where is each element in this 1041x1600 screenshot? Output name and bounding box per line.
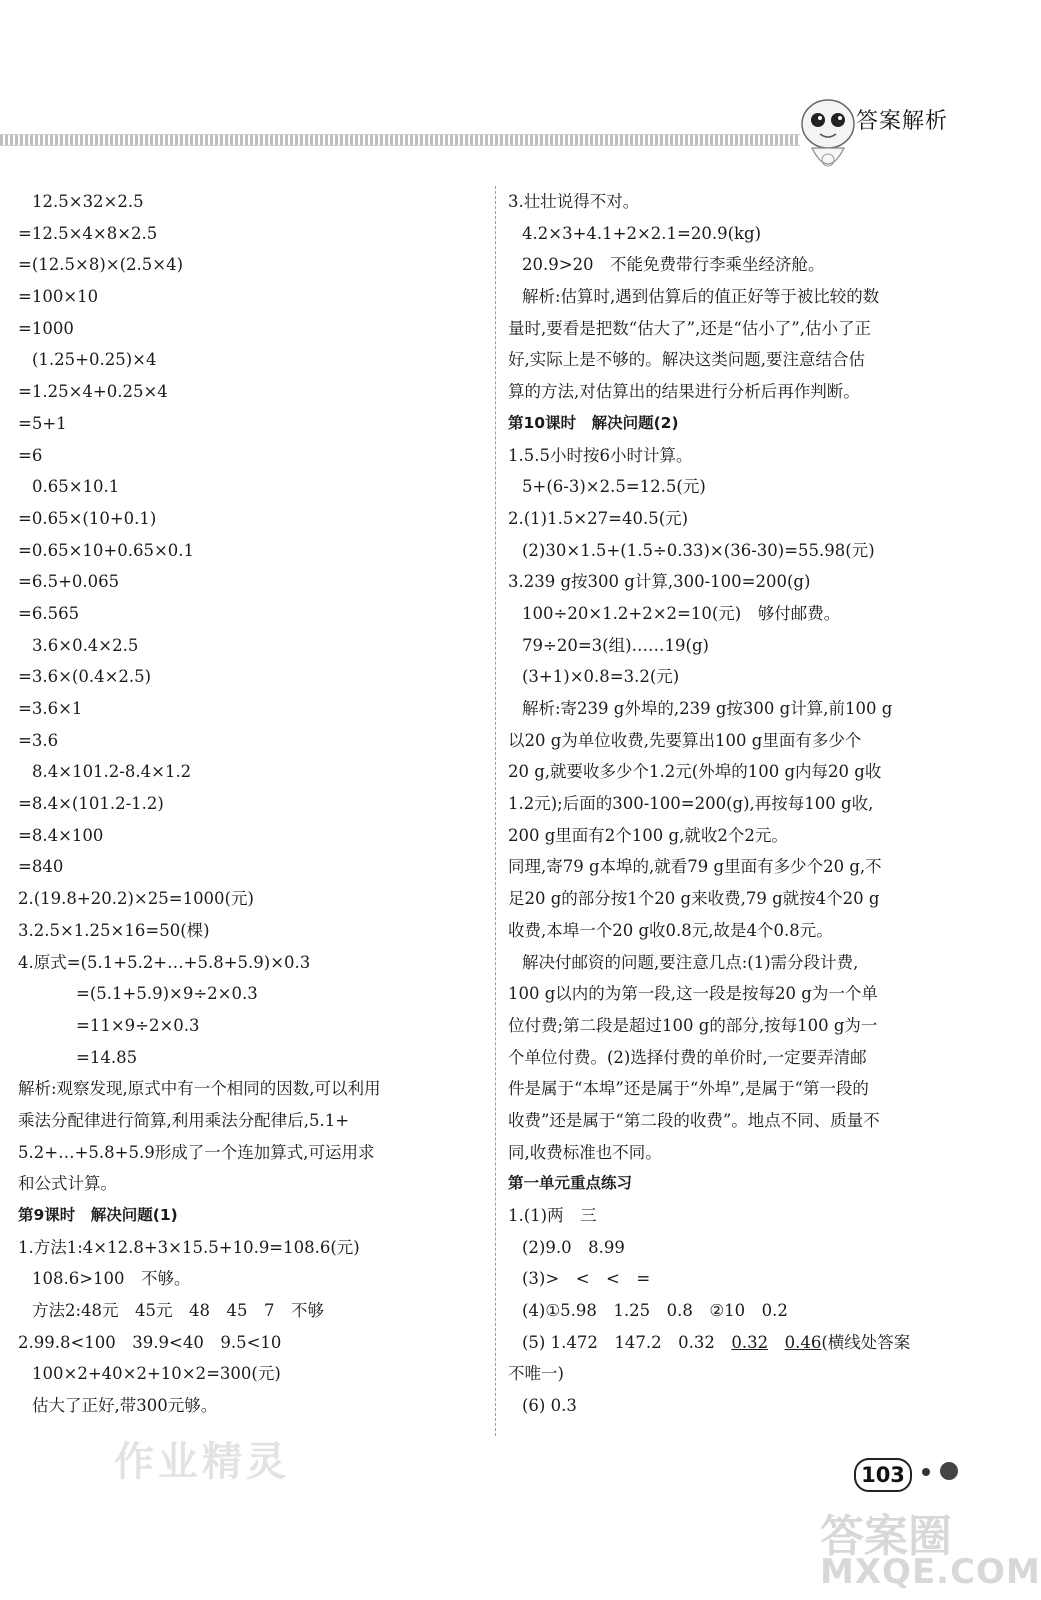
text-line: 20.9>20 不能免费带行李乘坐经济舱。	[522, 255, 825, 275]
text-line: 2.(1)1.5×27=40.5(元)	[508, 508, 689, 528]
text-line: 1.5.5小时按6小时计算。	[508, 445, 693, 465]
text-line: =11×9÷2×0.3	[76, 1015, 200, 1035]
text-line: 好,实际上是不够的。解决这类问题,要注意结合估	[508, 350, 865, 370]
text-line: =8.4×(101.2-1.2)	[18, 794, 164, 814]
text-line: 2.(19.8+20.2)×25=1000(元)	[18, 889, 254, 909]
left-column	[18, 186, 488, 1422]
corner-logo: 答案圈	[820, 1511, 952, 1562]
text-line: =1.25×4+0.25×4	[18, 382, 168, 402]
text-line: (6) 0.3	[522, 1396, 577, 1416]
text-line: 位付费;第二段是超过100 g的部分,按每100 g为一	[508, 1015, 878, 1035]
answer-text: (5) 1.472 147.2 0.32	[522, 1332, 732, 1352]
text-line: 收费”还是属于“第二段的收费”。地点不同、质量不	[508, 1110, 880, 1130]
text-line: 108.6>100 不够。	[32, 1269, 191, 1289]
text-line: 5.2+…+5.8+5.9形成了一个连加算式,可运用求	[18, 1142, 375, 1162]
text-line: =840	[18, 857, 64, 877]
text-line: =6	[18, 445, 43, 465]
text-line: 2.99.8<100 39.9<40 9.5<10	[18, 1332, 282, 1352]
text-line: 1.(1)两 三	[508, 1206, 597, 1225]
text-line: 4.2×3+4.1+2×2.1=20.9(kg)	[522, 223, 762, 243]
underlined-answer: 0.46	[784, 1332, 822, 1352]
text-line: 不唯一)	[508, 1364, 564, 1384]
text-line: 3.6×0.4×2.5	[32, 635, 139, 655]
text-line: 8.4×101.2-8.4×1.2	[32, 762, 192, 782]
text-line: 4.原式=(5.1+5.2+…+5.8+5.9)×0.3	[18, 952, 311, 972]
text-line: (3)> < < =	[522, 1269, 651, 1289]
lesson-heading: 第9课时 解决问题(1)	[18, 1206, 178, 1224]
text-line: 79÷20=3(组)……19(g)	[522, 635, 709, 655]
text-line: 100÷20×1.2+2×2=10(元) 够付邮费。	[522, 603, 841, 623]
text-line: =5+1	[18, 413, 67, 433]
text-line: 解析:估算时,遇到估算后的值正好等于被比较的数	[522, 287, 880, 307]
text-line: =0.65×(10+0.1)	[18, 508, 157, 528]
text-line: =6.565	[18, 603, 80, 623]
text-line: 足20 g的部分按1个20 g来收费,79 g就按4个20 g	[508, 889, 880, 909]
text-line: 100×2+40×2+10×2=300(元)	[32, 1364, 281, 1384]
text-line: 和公式计算。	[18, 1174, 117, 1194]
text-line	[508, 1327, 978, 1359]
text-line: 收费,本埠一个20 g收0.8元,故是4个0.8元。	[508, 920, 833, 940]
text-line: =12.5×4×8×2.5	[18, 223, 158, 243]
header-rule	[0, 134, 800, 146]
text-line: 0.65×10.1	[32, 477, 120, 497]
watermark-text: 作业精灵	[114, 1439, 290, 1485]
text-line: =3.6×(0.4×2.5)	[18, 667, 152, 687]
text-line: 20 g,就要收多少个1.2元(外埠的100 g内每20 g收	[508, 762, 882, 782]
text-line: =3.6	[18, 730, 59, 750]
page-number: 103	[854, 1458, 912, 1492]
text-line: =14.85	[76, 1047, 138, 1067]
text-line: =(5.1+5.9)×9÷2×0.3	[76, 984, 258, 1004]
text-line: =8.4×100	[18, 825, 104, 845]
text-line: =0.65×10+0.65×0.1	[18, 540, 195, 560]
text-line: =3.6×1	[18, 699, 83, 718]
text-line: 量时,要看是把数“估大了”,还是“估小了”,估小了正	[508, 318, 871, 338]
text-line: =6.5+0.065	[18, 572, 120, 592]
text-line: 算的方法,对估算出的结果进行分析后再作判断。	[508, 382, 860, 402]
text-line: 12.5×32×2.5	[32, 192, 144, 211]
text-line: =1000	[18, 318, 74, 338]
text-line: 个单位付费。(2)选择付费的单价时,一定要弄清邮	[508, 1047, 867, 1067]
text-line: =100×10	[18, 287, 99, 307]
corner-url: MXQE.COM	[820, 1552, 1041, 1592]
text-line: 乘法分配律进行简算,利用乘法分配律后,5.1+	[18, 1110, 350, 1130]
right-column	[508, 186, 978, 1422]
underlined-answer: 0.32	[731, 1332, 769, 1352]
text-line: 100 g以内的为第一段,这一段是按每20 g为一个单	[508, 984, 878, 1004]
text-line: 200 g里面有2个100 g,就收2个2元。	[508, 825, 788, 845]
lesson-heading: 第10课时 解决问题(2)	[508, 413, 679, 432]
column-divider	[495, 186, 496, 1436]
text-line: 解析:观察发现,原式中有一个相同的因数,可以利用	[18, 1079, 381, 1099]
text-line: 解析:寄239 g外埠的,239 g按300 g计算,前100 g	[522, 699, 893, 718]
text-line: 以20 g为单位收费,先要算出100 g里面有多少个	[508, 730, 862, 750]
answer-note: (横线处答案	[821, 1332, 911, 1352]
text-line: 1.2元);后面的300-100=200(g),再按每100 g收,	[508, 794, 874, 814]
text-line: 同理,寄79 g本埠的,就看79 g里面有多少个20 g,不	[508, 857, 882, 877]
dot-icon	[922, 1468, 930, 1476]
text-line: 3.239 g按300 g计算,300-100=200(g)	[508, 572, 811, 592]
text-line: (1.25+0.25)×4	[32, 350, 157, 370]
text-line: (2)30×1.5+(1.5÷0.33)×(36-30)=55.98(元)	[522, 540, 875, 560]
text-line: 5+(6-3)×2.5=12.5(元)	[522, 477, 706, 497]
text-line: 3.2.5×1.25×16=50(棵)	[18, 920, 210, 940]
text-line: (3+1)×0.8=3.2(元)	[522, 667, 680, 687]
mascot-icon	[796, 90, 860, 186]
text-line: =(12.5×8)×(2.5×4)	[18, 255, 184, 275]
dot-icon	[940, 1462, 958, 1480]
section-title: 答案解析	[856, 109, 949, 134]
text-line: 同,收费标准也不同。	[508, 1142, 662, 1162]
text-line: 件是属于“本埠”还是属于“外埠”,是属于“第一段的	[508, 1079, 869, 1099]
text-line: (4)①5.98 1.25 0.8 ②10 0.2	[522, 1301, 788, 1321]
text-line: 1.方法1:4×12.8+3×15.5+10.9=108.6(元)	[18, 1237, 360, 1257]
text-line: (2)9.0 8.99	[522, 1237, 625, 1257]
text-line: 3.壮壮说得不对。	[508, 192, 640, 211]
text-line: 估大了正好,带300元够。	[32, 1396, 218, 1416]
text-line: 方法2:48元 45元 48 45 7 不够	[32, 1301, 325, 1321]
unit-heading: 第一单元重点练习	[508, 1174, 633, 1193]
text-line: 解决付邮资的问题,要注意几点:(1)需分段计费,	[522, 952, 859, 972]
